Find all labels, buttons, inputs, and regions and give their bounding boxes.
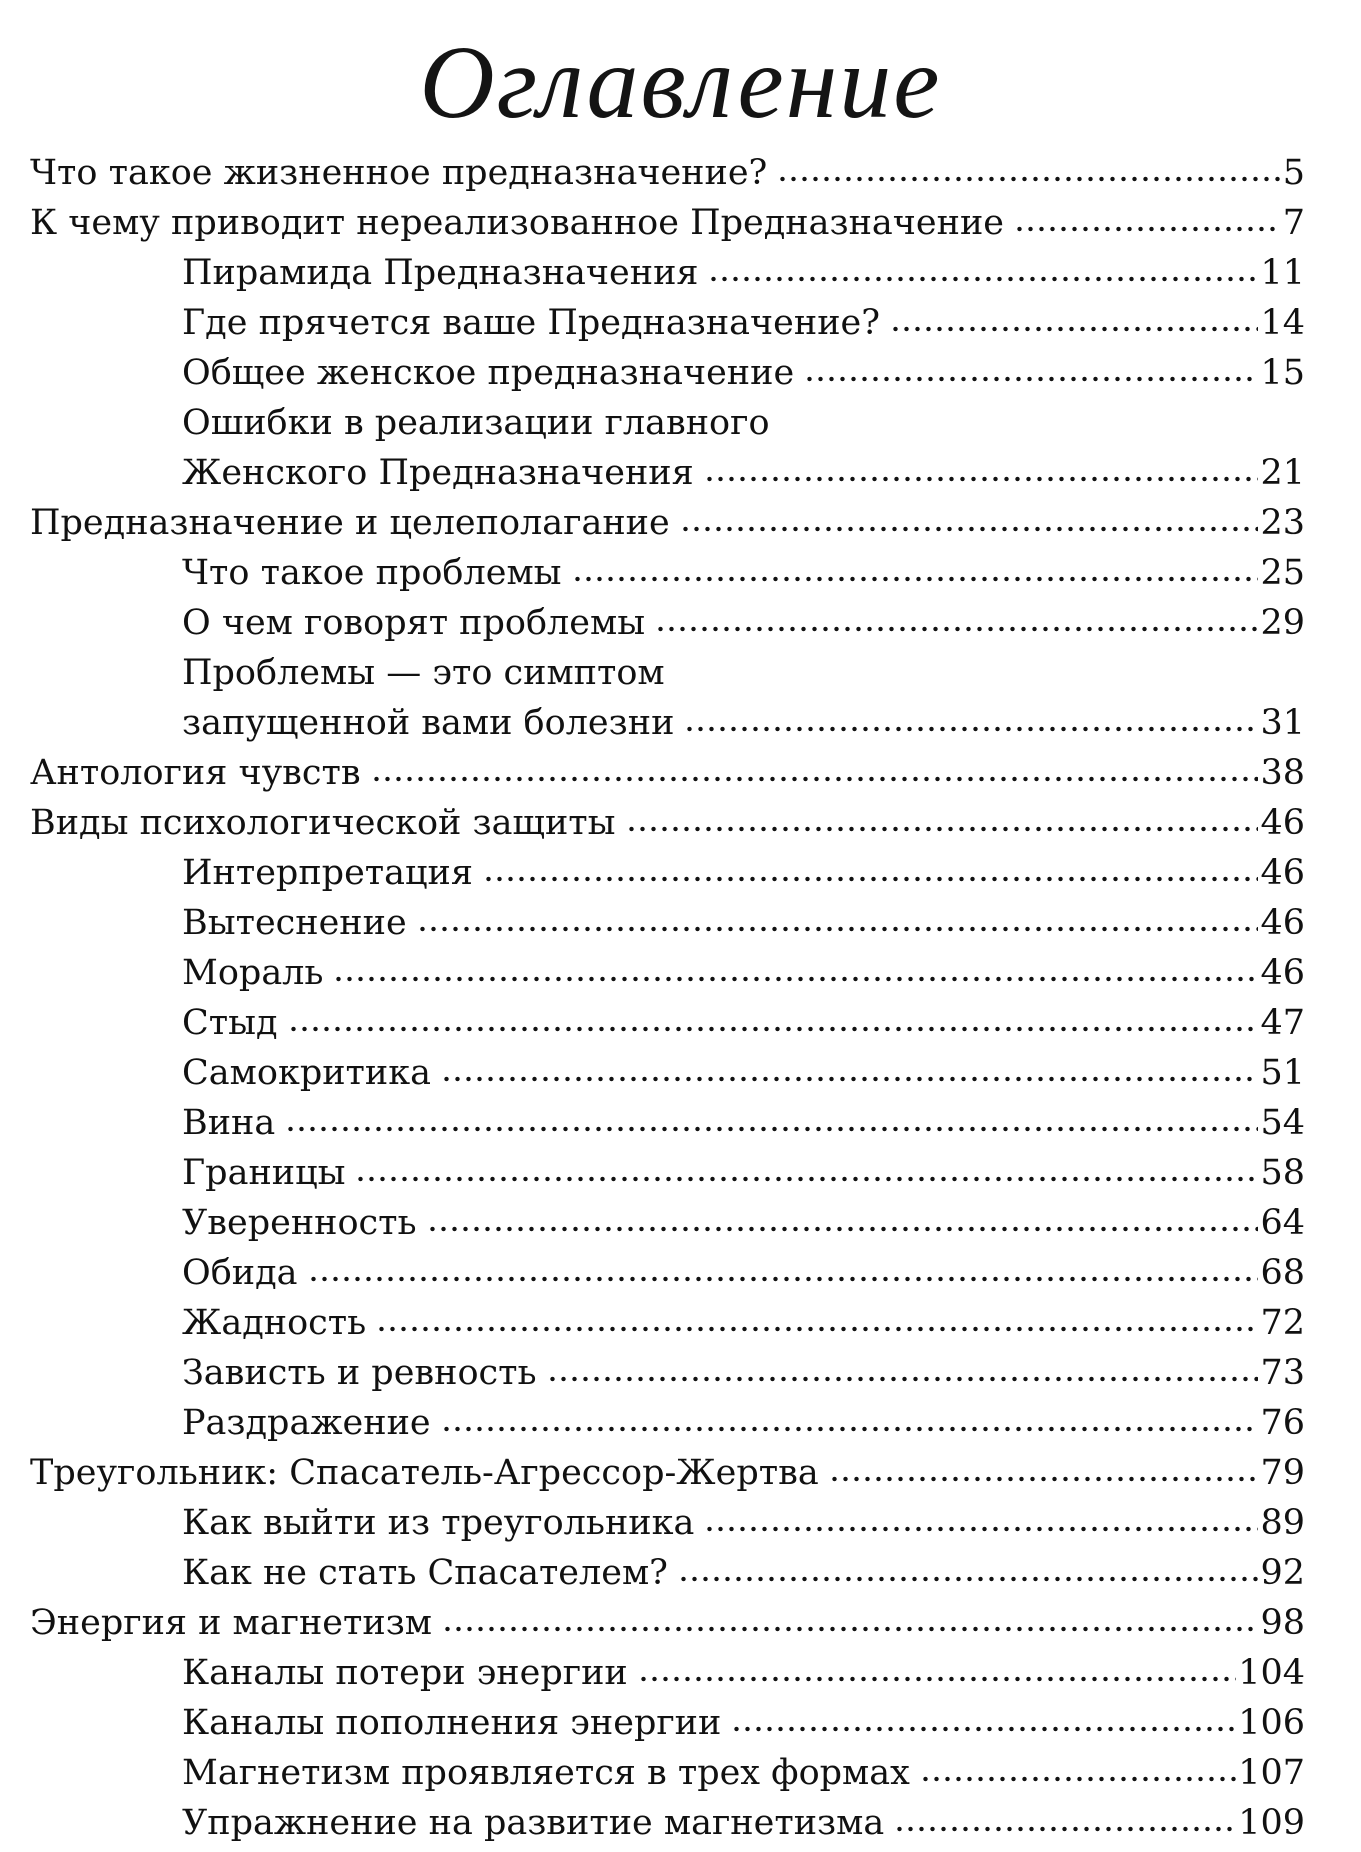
toc-entry-title: Пирамида Предназначения [182,253,699,293]
toc-entry[interactable] [30,798,1305,848]
toc-entry[interactable] [30,1448,1305,1498]
toc-entry-page-number: 14 [1260,303,1305,343]
toc-entry-title: Магнетизм проявляется в трех формах [182,1753,910,1793]
toc-entry[interactable] [30,148,1305,198]
toc-entry-page-number: 25 [1260,553,1305,593]
toc-entry[interactable] [30,398,1305,448]
toc-entry-page-number: 15 [1260,353,1305,393]
toc-entry[interactable] [30,348,1305,398]
dot-leader [638,1674,1236,1684]
toc-entry-title: Границы [182,1153,346,1193]
toc-entry-title: Вытеснение [182,903,407,943]
toc-entry[interactable] [30,598,1305,648]
toc-entry[interactable] [30,1298,1305,1348]
toc-entry-title: О чем говорят проблемы [182,603,646,643]
toc-entry-page-number: 73 [1260,1353,1305,1393]
toc-entry-page-number: 89 [1260,1503,1305,1543]
toc-entry[interactable] [30,1198,1305,1248]
toc-entry-page-number: 72 [1260,1303,1305,1343]
toc-entry[interactable] [30,1648,1305,1698]
toc-entry[interactable] [30,1698,1305,1748]
dot-leader [704,474,1259,484]
toc-entry-page-number: 106 [1238,1703,1305,1743]
dot-leader [355,1174,1258,1184]
toc-entry-page-number: 109 [1238,1803,1305,1843]
toc-entry[interactable] [30,1048,1305,1098]
toc-entry-title: Вина [182,1103,276,1143]
toc-entry-page-number: 46 [1260,853,1305,893]
toc-entry-title: Общее женское предназначение [182,353,795,393]
toc-entry-title: К чему приводит нереализованное Предназначение [30,203,1004,243]
toc-entry-title: Что такое жизненное предназначение? [30,153,768,193]
toc-entry[interactable] [30,648,1305,698]
toc-entry[interactable] [30,1748,1305,1798]
toc-entry[interactable] [30,948,1305,998]
toc-entry-title: Антология чувств [30,753,361,793]
toc-entry[interactable] [30,1548,1305,1598]
dot-leader [731,1724,1236,1734]
dot-leader [572,574,1259,584]
toc-entry-page-number: 68 [1260,1253,1305,1293]
toc-entry-title: Уверенность [182,1203,417,1243]
toc-entry[interactable] [30,1248,1305,1298]
dot-leader [804,374,1258,384]
toc-entry-page-number: 29 [1260,603,1305,643]
dot-leader [441,1074,1258,1084]
dot-leader [371,774,1259,784]
toc-entry-title: Ошибки в реализации главного [182,403,770,443]
toc-entry-page-number: 38 [1260,753,1305,793]
toc-entry-page-number: 79 [1260,1453,1305,1493]
toc-entry-title: Стыд [182,1003,278,1043]
toc-entry-title: Что такое проблемы [182,553,562,593]
toc-entry-title: Виды психологической защиты [30,803,616,843]
toc-entry-page-number: 51 [1260,1053,1305,1093]
toc-entry-title: Каналы пополнения энергии [182,1703,722,1743]
toc-entry-page-number: 21 [1260,453,1305,493]
toc-entry-title: Женского Предназначения [182,453,694,493]
dot-leader [708,274,1258,284]
page-title: Оглавление [419,25,942,140]
dot-leader [288,1024,1259,1034]
toc-entry-page-number: 92 [1260,1553,1305,1593]
dot-leader [417,924,1259,934]
toc-entry-page-number: 104 [1238,1653,1305,1693]
toc-entry-title: Самокритика [182,1053,431,1093]
dot-leader [894,1824,1236,1834]
toc-entry-page-number: 58 [1260,1153,1305,1193]
toc-entry-page-number: 46 [1260,803,1305,843]
toc-entry[interactable] [30,1348,1305,1398]
toc-entry[interactable] [30,1798,1305,1848]
dot-leader [777,174,1280,184]
toc-entry-page-number: 31 [1260,703,1305,743]
dot-leader [333,974,1258,984]
toc-entry[interactable] [30,498,1305,548]
toc-entry-title: Обида [182,1253,298,1293]
toc-entry-page-number: 107 [1238,1753,1305,1793]
toc-entry-title: Жадность [182,1303,367,1343]
dot-leader [684,724,1258,734]
toc-entry-page-number: 7 [1282,203,1305,243]
dot-leader [626,824,1259,834]
toc-entry-page-number: 46 [1260,953,1305,993]
toc-entry-page-number: 11 [1260,253,1305,293]
dot-leader [704,1524,1258,1534]
dot-leader [547,1374,1259,1384]
toc-entry-title: Предназначение и целеполагание [30,503,670,543]
dot-leader [678,1574,1259,1584]
toc-entry[interactable] [30,698,1305,748]
toc-entry-title: Как выйти из треугольника [182,1503,695,1543]
toc-entry-title: Каналы потери энергии [182,1653,628,1693]
toc-entry[interactable] [30,748,1305,798]
toc-entry-page-number: 47 [1260,1003,1305,1043]
toc-entry-page-number: 5 [1282,153,1305,193]
toc-entry-page-number: 98 [1260,1603,1305,1643]
toc-entry-page-number: 46 [1260,903,1305,943]
toc-entry-title: Мораль [182,953,324,993]
toc-entry-title: Как не стать Спасателем? [182,1553,668,1593]
toc-entry[interactable] [30,1398,1305,1448]
dot-leader [680,524,1259,534]
toc-entry-page-number: 64 [1260,1203,1305,1243]
toc-entry[interactable] [30,248,1305,298]
dot-leader [655,624,1258,634]
toc-entry-title: Проблемы — это симптом [182,653,665,693]
dot-leader [483,874,1259,884]
dot-leader [376,1324,1258,1334]
dot-leader [442,1624,1258,1634]
dot-leader [829,1474,1259,1484]
toc-entry[interactable] [30,548,1305,598]
toc-entry[interactable] [30,1498,1305,1548]
toc-entry-title: Зависть и ревность [182,1353,537,1393]
dot-leader [441,1424,1259,1434]
toc-entry[interactable] [30,448,1305,498]
toc-entry[interactable] [30,848,1305,898]
toc-entry[interactable] [30,298,1305,348]
toc-entry-page-number: 54 [1260,1103,1305,1143]
toc-entry[interactable] [30,1598,1305,1648]
dot-leader [308,1274,1259,1284]
toc-entry-title: Где прячется ваше Предназначение? [182,303,881,343]
toc-entry[interactable] [30,1148,1305,1198]
toc-entry-page-number: 23 [1260,503,1305,543]
toc-entry-title: Треугольник: Спасатель-Агрессор-Жертва [30,1453,819,1493]
dot-leader [285,1124,1258,1134]
dot-leader [920,1774,1236,1784]
dot-leader [1014,224,1281,234]
dot-leader [427,1224,1259,1234]
toc-entry[interactable] [30,198,1305,248]
toc-entry[interactable] [30,898,1305,948]
toc-entry[interactable] [30,1098,1305,1148]
toc-entry-title: запущенной вами болезни [182,703,675,743]
toc-entry-title: Интерпретация [182,853,473,893]
toc-entry-title: Упражнение на развитие магнетизма [182,1803,885,1843]
toc-entry[interactable] [30,998,1305,1048]
toc-entry-title: Раздражение [182,1403,431,1443]
dot-leader [890,324,1258,334]
table-of-contents [30,148,1305,1848]
toc-entry-page-number: 76 [1260,1403,1305,1443]
toc-entry-title: Энергия и магнетизм [30,1603,433,1643]
